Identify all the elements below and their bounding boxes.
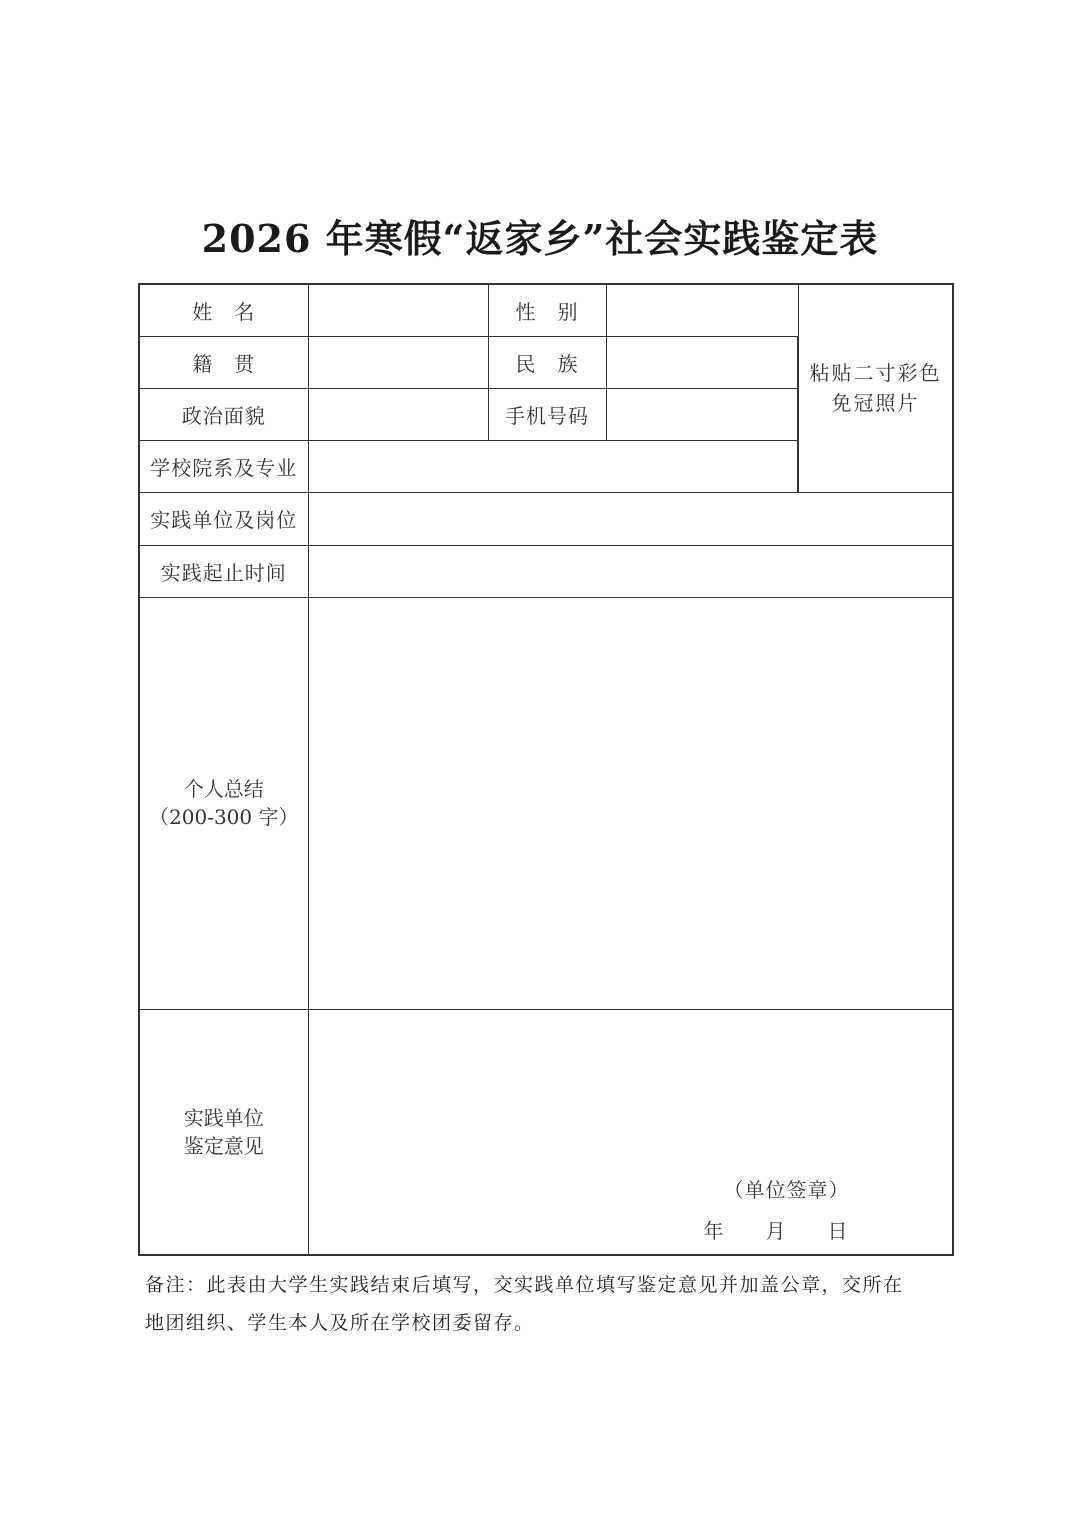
day-label: 日 <box>827 1218 848 1243</box>
practice-unit-field[interactable] <box>308 492 953 545</box>
name-label: 姓 名 <box>139 284 308 336</box>
unit-stamp-label: （单位签章） <box>723 1177 850 1202</box>
remarks-line2: 地团组织、学生本人及所在学校团委留存。 <box>145 1312 535 1334</box>
phone-field[interactable] <box>606 388 798 440</box>
date-line <box>704 1215 848 1244</box>
form-row-summary <box>139 597 953 1009</box>
form-row-name <box>139 284 953 336</box>
photo-placeholder[interactable] <box>798 284 953 492</box>
name-field[interactable] <box>308 284 488 336</box>
phone-label: 手机号码 <box>488 388 606 440</box>
opinion-field[interactable] <box>308 1009 953 1255</box>
remarks-line1: 备注：此表由大学生实践结束后填写，交实践单位填写鉴定意见并加盖公章，交所在 <box>145 1274 904 1296</box>
summary-field[interactable] <box>308 597 953 1009</box>
evaluation-form-table <box>138 283 954 1256</box>
gender-field[interactable] <box>606 284 798 336</box>
gender-label: 性 别 <box>488 284 606 336</box>
school-major-label: 学校院系及专业 <box>139 440 308 492</box>
opinion-label <box>139 1009 308 1255</box>
summary-label-line2: （200-300 字） <box>149 805 299 829</box>
opinion-label-line2: 鉴定意见 <box>183 1133 264 1158</box>
ethnicity-label: 民 族 <box>488 336 606 388</box>
form-row-period <box>139 545 953 597</box>
native-place-label: 籍 贯 <box>139 336 308 388</box>
opinion-label-line1: 实践单位 <box>183 1105 264 1130</box>
summary-label <box>139 597 308 1009</box>
ethnicity-field[interactable] <box>606 336 798 388</box>
form-row-unit <box>139 492 953 545</box>
native-place-field[interactable] <box>308 336 488 388</box>
practice-period-field[interactable] <box>308 545 953 597</box>
form-row-opinion <box>139 1009 953 1255</box>
remarks-note <box>145 1266 955 1342</box>
photo-instruction-line2: 免冠照片 <box>831 391 920 416</box>
summary-label-line1: 个人总结 <box>183 777 264 801</box>
photo-instruction-line1: 粘贴二寸彩色 <box>809 361 942 386</box>
page-title: 2026 年寒假“返家乡”社会实践鉴定表 <box>201 216 879 261</box>
political-status-field[interactable] <box>308 388 488 440</box>
year-label: 年 <box>703 1218 724 1243</box>
practice-period-label: 实践起止时间 <box>139 545 308 597</box>
school-major-field[interactable] <box>308 440 798 492</box>
practice-unit-label: 实践单位及岗位 <box>139 492 308 545</box>
political-status-label: 政治面貌 <box>139 388 308 440</box>
month-label: 月 <box>765 1218 786 1243</box>
